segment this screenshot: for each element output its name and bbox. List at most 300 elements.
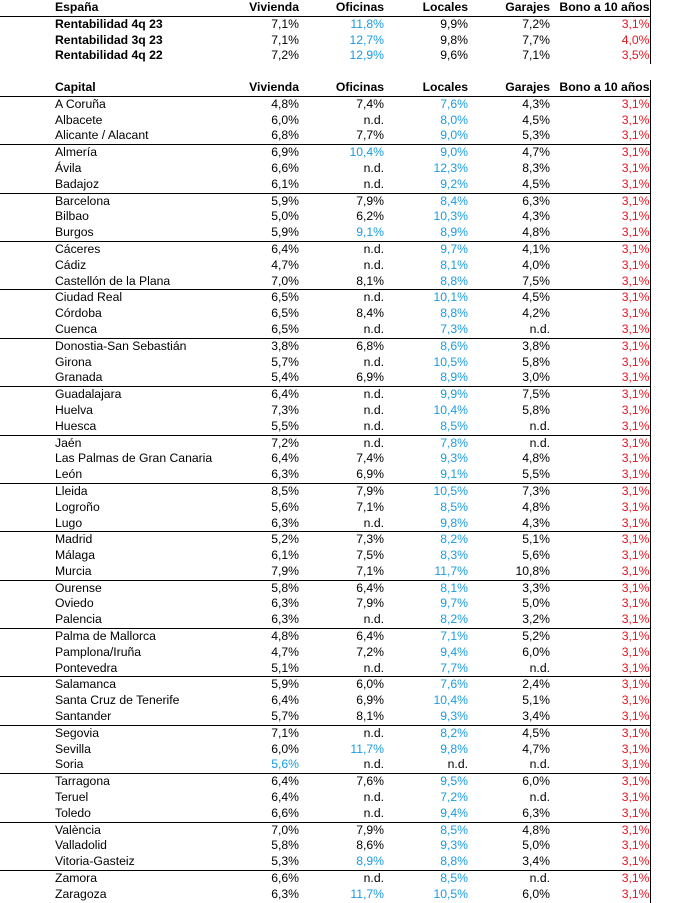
value-cell: 9,1%	[299, 225, 384, 241]
spacer-cell	[650, 661, 700, 677]
value-cell: n.d.	[363, 435, 384, 450]
capital-name: Tarragona	[55, 774, 110, 789]
value-cell: 7,3%	[356, 532, 384, 547]
capital-name: Palma de Mallorca	[55, 629, 156, 644]
value-cell: 5,9%	[271, 677, 299, 692]
value-cell: 3,1%	[550, 338, 650, 354]
value-cell: 7,9%	[356, 483, 384, 498]
value-cell: 9,2%	[384, 177, 468, 193]
value-cell: 6,3%	[271, 596, 299, 611]
value-cell: 6,6%	[271, 160, 299, 175]
spacer-cell	[650, 822, 700, 838]
capital-name: Segovia	[55, 725, 100, 740]
value-cell: 7,1%	[522, 48, 550, 63]
table-row	[0, 564, 700, 580]
table-row	[0, 128, 700, 144]
capital-name: Teruel	[55, 790, 89, 805]
value-cell: 3,1%	[550, 742, 650, 758]
value-cell: 5,0%	[522, 838, 550, 853]
table-row	[0, 887, 700, 903]
capital-name: Salamanca	[55, 677, 116, 692]
value-cell: 3,2%	[468, 612, 550, 628]
table-row	[0, 516, 700, 532]
espana-title: España	[0, 0, 244, 16]
table-row	[0, 370, 700, 386]
value-cell: 4,3%	[522, 209, 550, 224]
value-cell: 10,3%	[433, 209, 468, 224]
spacer-cell	[650, 33, 700, 49]
table-row	[0, 645, 700, 661]
table-row	[0, 661, 700, 677]
spacer-cell	[650, 355, 700, 371]
value-cell: 8,3%	[440, 548, 468, 563]
value-cell: 3,1%	[550, 193, 650, 209]
capital-name: Oviedo	[55, 596, 94, 611]
value-cell: 3,1%	[550, 516, 650, 532]
value-cell: 3,1%	[550, 854, 650, 870]
value-cell: 6,0%	[522, 774, 550, 789]
capital-name: Santander	[0, 709, 244, 725]
table-row	[0, 451, 700, 467]
value-cell: 9,8%	[440, 32, 468, 47]
value-cell: 3,1%	[550, 645, 650, 661]
value-cell: 6,4%	[271, 693, 299, 708]
value-cell: 3,4%	[468, 709, 550, 725]
spacer-cell	[650, 145, 700, 161]
value-cell: 6,1%	[271, 548, 299, 563]
capital-name: Ciudad Real	[55, 290, 123, 305]
value-cell: 7,5%	[468, 274, 550, 290]
spacer-cell	[650, 612, 700, 628]
value-cell: 9,4%	[440, 644, 468, 659]
value-cell: 3,1%	[550, 757, 650, 773]
table-row	[0, 580, 700, 596]
capital-name: Jaén	[55, 435, 82, 450]
spacer-cell	[244, 64, 299, 80]
spacer-cell	[650, 500, 700, 516]
value-cell: 3,1%	[550, 612, 650, 628]
value-cell: 5,5%	[468, 467, 550, 483]
value-cell: 6,3%	[522, 193, 550, 208]
value-cell: 8,9%	[384, 370, 468, 386]
value-cell: n.d.	[299, 516, 384, 532]
value-cell: n.d.	[363, 257, 384, 272]
capital-name: Albacete	[55, 112, 103, 127]
value-cell: 3,1%	[550, 290, 650, 306]
value-cell: n.d.	[363, 871, 384, 886]
value-cell: 4,7%	[522, 145, 550, 160]
value-cell: 9,8%	[440, 741, 468, 756]
spacer-cell	[650, 435, 700, 451]
spacer-cell	[650, 177, 700, 193]
value-cell: 3,1%	[550, 177, 650, 193]
spacer-cell	[650, 629, 700, 645]
capital-name: Málaga	[55, 548, 95, 563]
column-header: Locales	[384, 80, 468, 96]
value-cell: 3,1%	[550, 806, 650, 822]
capital-name: Lleida	[55, 483, 88, 498]
value-cell: 6,0%	[522, 886, 550, 901]
value-cell: 9,8%	[384, 516, 468, 532]
value-cell: 3,3%	[522, 580, 550, 595]
value-cell: 12,3%	[433, 160, 468, 175]
value-cell: 7,7%	[299, 128, 384, 144]
value-cell: 8,8%	[384, 854, 468, 870]
value-cell: n.d.	[363, 112, 384, 127]
capital-name: Madrid	[55, 532, 93, 547]
value-cell: 3,1%	[550, 370, 650, 386]
spacer-cell	[468, 64, 550, 80]
capital-name: Ávila	[55, 160, 82, 175]
value-cell: 6,3%	[271, 886, 299, 901]
value-cell: 4,3%	[522, 96, 550, 111]
table-row	[0, 806, 700, 822]
espana-header-row	[0, 0, 700, 16]
table-row	[0, 709, 700, 725]
value-cell: 6,4%	[271, 790, 299, 805]
table-row	[0, 677, 700, 693]
value-cell: n.d.	[299, 322, 384, 338]
spacer-cell	[650, 403, 700, 419]
value-cell: 6,1%	[244, 177, 299, 193]
value-cell: 4,8%	[271, 96, 299, 111]
value-cell: 5,1%	[522, 693, 550, 708]
spacer-cell	[299, 64, 384, 80]
capital-name: Granada	[0, 370, 244, 386]
value-cell: 7,6%	[440, 677, 468, 692]
value-cell: 6,3%	[468, 806, 550, 822]
spacer-cell	[650, 128, 700, 144]
value-cell: 9,9%	[440, 387, 468, 402]
value-cell: 7,3%	[522, 483, 550, 498]
value-cell: 10,5%	[433, 354, 468, 369]
value-cell: 5,0%	[522, 596, 550, 611]
spacer-cell	[550, 64, 650, 80]
table-row	[0, 355, 700, 371]
value-cell: 3,1%	[550, 113, 650, 129]
value-cell: n.d.	[363, 160, 384, 175]
spacer-cell	[650, 419, 700, 435]
value-cell: 11,7%	[384, 564, 468, 580]
value-cell: 8,6%	[440, 338, 468, 353]
value-cell: 8,8%	[440, 306, 468, 321]
value-cell: 6,0%	[271, 741, 299, 756]
value-cell: 5,8%	[271, 580, 299, 595]
value-cell: 6,0%	[271, 112, 299, 127]
value-cell: 6,2%	[356, 209, 384, 224]
table-row	[0, 871, 700, 887]
value-cell: 3,1%	[550, 532, 650, 548]
value-cell: 4,7%	[271, 644, 299, 659]
value-cell: 4,2%	[522, 306, 550, 321]
value-cell: 6,9%	[356, 693, 384, 708]
value-cell: 3,1%	[550, 451, 650, 467]
value-cell: 3,1%	[550, 16, 650, 32]
table-row	[0, 548, 700, 564]
capital-name: Vitoria-Gasteiz	[0, 854, 244, 870]
value-cell: n.d.	[529, 871, 550, 886]
value-cell: 5,1%	[522, 532, 550, 547]
capital-name: Logroño	[55, 499, 100, 514]
spacer-cell	[650, 80, 700, 96]
spacer-cell	[650, 548, 700, 564]
spacer-cell	[650, 0, 700, 16]
table-row	[0, 306, 700, 322]
capital-name: València	[55, 822, 101, 837]
spacer-cell	[384, 64, 468, 80]
table-row	[0, 500, 700, 516]
value-cell: 3,1%	[550, 887, 650, 903]
value-cell: 9,4%	[384, 806, 468, 822]
value-cell: n.d.	[299, 612, 384, 628]
value-cell: 3,1%	[550, 322, 650, 338]
row-label: Rentabilidad 4q 22	[55, 48, 163, 63]
table-row	[0, 742, 700, 758]
spacer-cell	[650, 887, 700, 903]
value-cell: 5,3%	[244, 854, 299, 870]
table-row	[0, 435, 700, 451]
value-cell: 4,1%	[522, 241, 550, 256]
capital-name: Las Palmas de Gran Canaria	[55, 451, 213, 466]
value-cell: n.d.	[363, 725, 384, 740]
capital-name: Zaragoza	[55, 886, 107, 901]
value-cell: 3,1%	[550, 709, 650, 725]
table-row	[0, 290, 700, 306]
value-cell: 10,5%	[433, 886, 468, 901]
value-cell: 4,5%	[522, 290, 550, 305]
table-row	[0, 774, 700, 790]
value-cell: 6,3%	[244, 467, 299, 483]
capital-name: Girona	[55, 354, 92, 369]
value-cell: 5,9%	[244, 225, 299, 241]
capital-name: Córdoba	[55, 306, 102, 321]
spacer-cell	[650, 854, 700, 870]
value-cell: 7,3%	[271, 402, 299, 417]
value-cell: 4,5%	[468, 177, 550, 193]
value-cell: 9,7%	[440, 241, 468, 256]
spacer-cell	[650, 580, 700, 596]
capital-name: Cádiz	[55, 257, 87, 272]
spacer-cell	[650, 322, 700, 338]
capital-name: Palencia	[0, 612, 244, 628]
value-cell: 3,1%	[550, 306, 650, 322]
column-header: Oficinas	[299, 0, 384, 16]
value-cell: 3,1%	[550, 661, 650, 677]
value-cell: 4,7%	[271, 257, 299, 272]
value-cell: 7,7%	[522, 32, 550, 47]
value-cell: 8,9%	[299, 854, 384, 870]
value-cell: n.d.	[529, 790, 550, 805]
spacer-cell	[650, 451, 700, 467]
value-cell: 3,1%	[550, 419, 650, 435]
column-header: Locales	[384, 0, 468, 16]
value-cell: 3,1%	[550, 838, 650, 854]
column-header: Oficinas	[299, 80, 384, 96]
spacer-cell	[650, 225, 700, 241]
value-cell: 5,2%	[522, 629, 550, 644]
value-cell: 12,9%	[349, 48, 384, 63]
value-cell: 8,5%	[440, 499, 468, 514]
value-cell: 8,1%	[440, 580, 468, 595]
value-cell: 7,1%	[271, 32, 299, 47]
value-cell: 8,3%	[522, 160, 550, 175]
capital-name: Toledo	[0, 806, 244, 822]
value-cell: 3,1%	[550, 403, 650, 419]
capital-name: Barcelona	[55, 193, 110, 208]
spacer-cell	[650, 774, 700, 790]
espana-row	[0, 16, 700, 32]
value-cell: n.d.	[363, 402, 384, 417]
column-header: Vivienda	[244, 0, 299, 16]
capital-name: Huelva	[55, 402, 93, 417]
value-cell: 8,5%	[440, 822, 468, 837]
value-cell: 9,1%	[384, 467, 468, 483]
value-cell: n.d.	[468, 322, 550, 338]
table-row	[0, 725, 700, 741]
spacer-cell	[650, 258, 700, 274]
table-row	[0, 177, 700, 193]
value-cell: 10,1%	[433, 290, 468, 305]
value-cell: 7,2%	[522, 16, 550, 31]
spacer-cell	[650, 64, 700, 80]
table-row	[0, 274, 700, 290]
value-cell: 11,7%	[350, 741, 384, 756]
value-cell: 5,1%	[244, 661, 299, 677]
value-cell: 3,1%	[550, 580, 650, 596]
value-cell: 6,9%	[271, 145, 299, 160]
value-cell: 8,5%	[440, 871, 468, 886]
value-cell: 10,4%	[433, 402, 468, 417]
value-cell: 8,2%	[384, 612, 468, 628]
capital-name: Pontevedra	[0, 661, 244, 677]
spacer-cell	[650, 193, 700, 209]
table-row	[0, 322, 700, 338]
value-cell: 8,4%	[356, 306, 384, 321]
value-cell: 9,3%	[440, 838, 468, 853]
capital-name: Pamplona/Iruña	[55, 644, 142, 659]
value-cell: 4,7%	[522, 741, 550, 756]
value-cell: n.d.	[468, 661, 550, 677]
table-row	[0, 693, 700, 709]
value-cell: 9,0%	[440, 145, 468, 160]
row-label: Rentabilidad 4q 23	[55, 16, 163, 31]
value-cell: 3,1%	[550, 677, 650, 693]
value-cell: 6,4%	[271, 774, 299, 789]
value-cell: 5,6%	[244, 757, 299, 773]
table-row	[0, 193, 700, 209]
value-cell: 8,1%	[299, 274, 384, 290]
column-header: Vivienda	[244, 80, 299, 96]
value-cell: n.d.	[363, 290, 384, 305]
value-cell: 9,3%	[440, 451, 468, 466]
value-cell: 7,3%	[384, 322, 468, 338]
table-row	[0, 757, 700, 773]
value-cell: 3,1%	[550, 145, 650, 161]
value-cell: 10,8%	[468, 564, 550, 580]
value-cell: 4,5%	[522, 112, 550, 127]
value-cell: n.d.	[363, 354, 384, 369]
spacer-cell	[650, 370, 700, 386]
table-row	[0, 209, 700, 225]
value-cell: 9,5%	[440, 774, 468, 789]
value-cell: 3,5%	[550, 48, 650, 64]
value-cell: 7,9%	[356, 822, 384, 837]
value-cell: 4,8%	[522, 499, 550, 514]
capital-title: Capital	[0, 80, 244, 96]
column-header: Garajes	[468, 0, 550, 16]
spacer-cell	[650, 532, 700, 548]
capital-name: Donostia-San Sebastián	[55, 338, 187, 353]
value-cell: 6,0%	[356, 677, 384, 692]
value-cell: 3,1%	[550, 596, 650, 612]
value-cell: 2,4%	[522, 677, 550, 692]
value-cell: 3,1%	[550, 387, 650, 403]
value-cell: n.d.	[529, 435, 550, 450]
value-cell: 11,7%	[350, 886, 384, 901]
value-cell: 3,1%	[550, 500, 650, 516]
value-cell: 8,9%	[384, 225, 468, 241]
capital-header-row	[0, 80, 700, 96]
spacer-cell	[650, 790, 700, 806]
table-row	[0, 96, 700, 112]
value-cell: n.d.	[363, 387, 384, 402]
value-cell: 3,0%	[468, 370, 550, 386]
value-cell: 5,9%	[271, 193, 299, 208]
value-cell: 3,1%	[550, 774, 650, 790]
value-cell: 3,1%	[550, 725, 650, 741]
spacer-cell	[650, 113, 700, 129]
value-cell: 7,8%	[440, 435, 468, 450]
value-cell: 3,1%	[550, 822, 650, 838]
value-cell: 3,8%	[271, 338, 299, 353]
value-cell: 7,9%	[356, 193, 384, 208]
espana-row	[0, 33, 700, 49]
value-cell: 8,5%	[271, 483, 299, 498]
spacer-cell	[650, 757, 700, 773]
spacer-cell	[650, 161, 700, 177]
value-cell: 6,6%	[244, 806, 299, 822]
value-cell: 3,1%	[550, 629, 650, 645]
value-cell: 8,0%	[440, 112, 468, 127]
capital-name: Almería	[55, 145, 97, 160]
value-cell: 5,8%	[522, 402, 550, 417]
value-cell: 5,6%	[271, 499, 299, 514]
column-header: Bono a 10 años	[550, 80, 650, 96]
value-cell: 5,4%	[244, 370, 299, 386]
spacer-cell	[650, 209, 700, 225]
value-cell: 12,7%	[349, 32, 384, 47]
value-cell: n.d.	[363, 790, 384, 805]
capital-name: Lugo	[0, 516, 244, 532]
spacer-cell	[650, 871, 700, 887]
spacer-cell	[650, 806, 700, 822]
table-row	[0, 532, 700, 548]
value-cell: 7,1%	[299, 564, 384, 580]
spacer-cell	[650, 693, 700, 709]
value-cell: n.d.	[299, 757, 384, 773]
value-cell: 9,7%	[440, 596, 468, 611]
table-row	[0, 258, 700, 274]
value-cell: 6,3%	[244, 516, 299, 532]
value-cell: 5,5%	[244, 419, 299, 435]
capital-name: A Coruña	[55, 96, 106, 111]
spacer-cell	[650, 467, 700, 483]
value-cell: n.d.	[363, 241, 384, 256]
value-cell: 5,7%	[271, 354, 299, 369]
capital-name: Guadalajara	[55, 387, 122, 402]
value-cell: 6,6%	[271, 871, 299, 886]
value-cell: 3,1%	[550, 274, 650, 290]
